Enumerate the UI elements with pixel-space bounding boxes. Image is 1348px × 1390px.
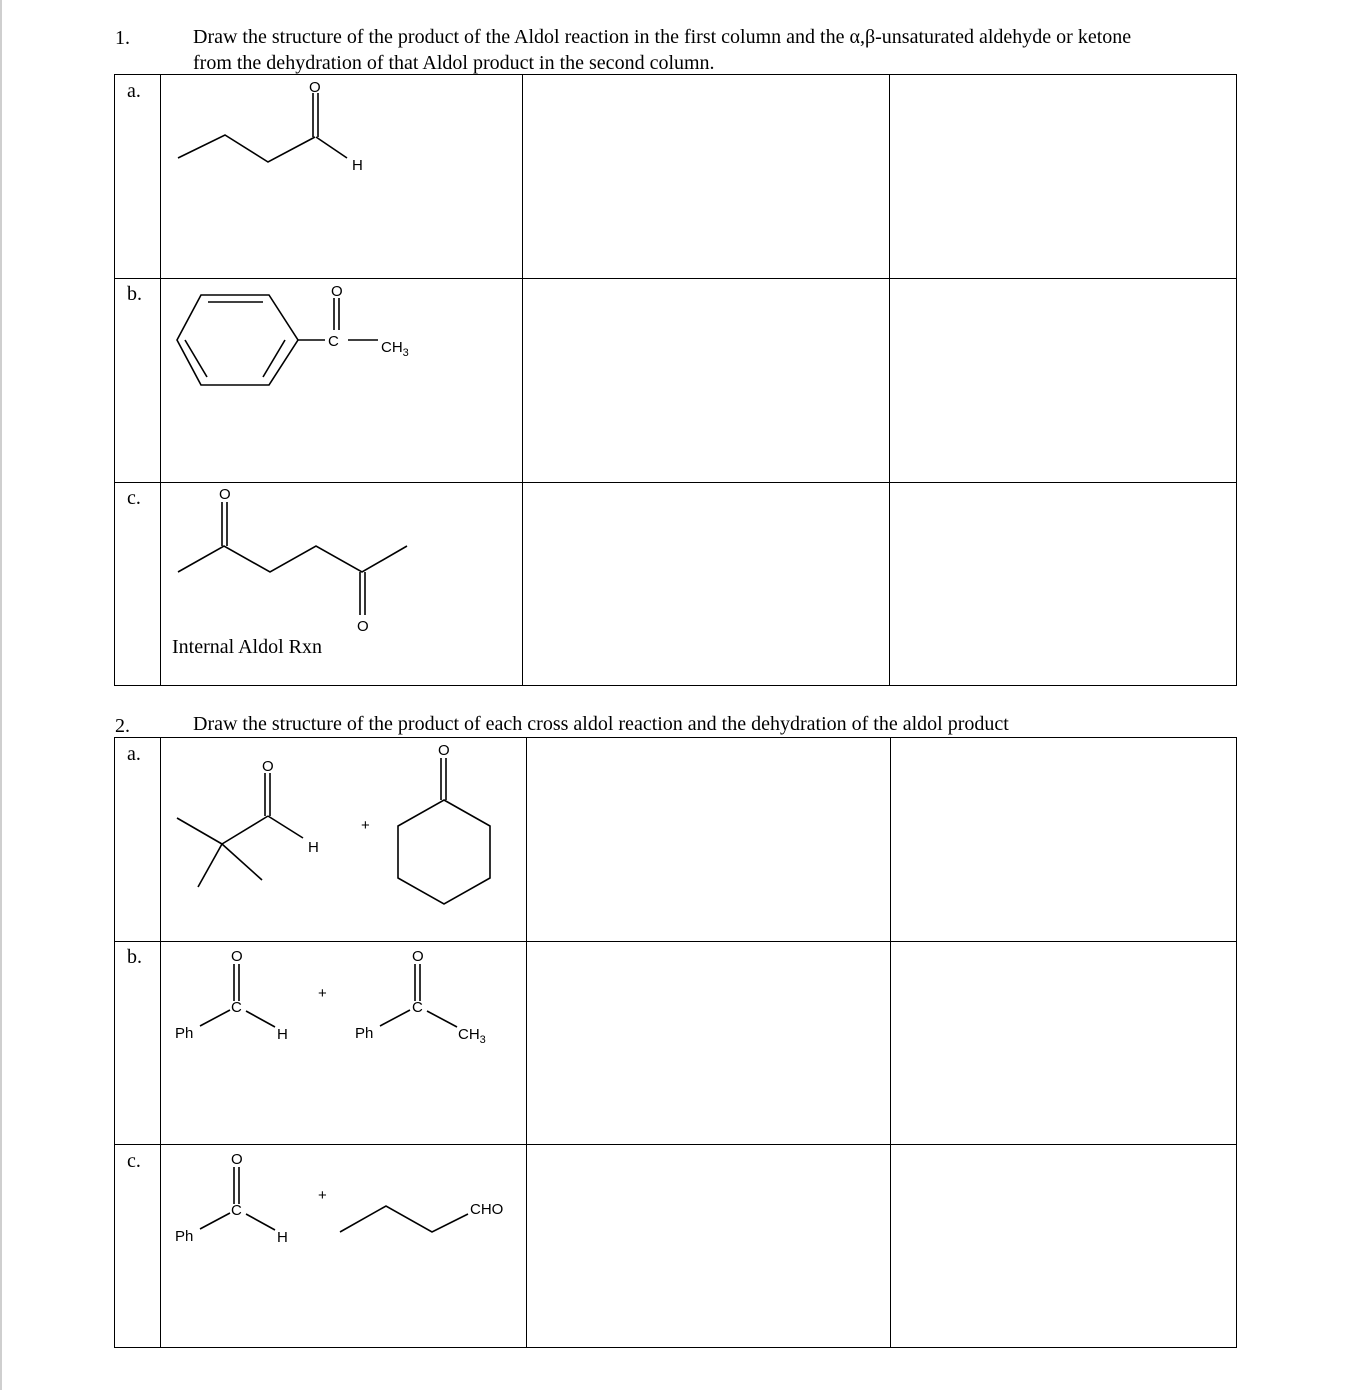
q2b-phenyl-1: Ph: [175, 1025, 194, 1042]
q2-row-c-label: c.: [127, 1150, 141, 1172]
q1c-note: Internal Aldol Rxn: [172, 636, 322, 658]
q1c-top-oxygen-atom: O: [219, 486, 231, 503]
q2c-carbon-atom: C: [231, 1202, 242, 1219]
q2c-phenyl: Ph: [175, 1228, 194, 1245]
q2c-aldehyde-group: CHO: [470, 1201, 504, 1218]
q2c-butanal-chain: [340, 1206, 468, 1232]
q2b-carbon-atom-1: C: [231, 999, 242, 1016]
q1a-oxygen-atom: O: [309, 79, 321, 96]
question-2-instruction: Draw the structure of the product of each cross aldol reaction and the dehydration of the aldol product: [193, 713, 1009, 735]
q1c-bottom-oxygen-atom: O: [357, 618, 369, 635]
q2a-plus-sign: +: [361, 817, 370, 834]
question-2-number: 2.: [115, 715, 130, 737]
q1-row-b-label: b.: [127, 283, 142, 305]
q1a-hydrogen-atom: H: [352, 157, 363, 174]
q2b-carbon-atom-2: C: [412, 999, 423, 1016]
q2-row-a-label: a.: [127, 743, 141, 765]
q2a-ring-oxygen-atom: O: [438, 742, 450, 759]
q2b-oxygen-atom-2: O: [412, 948, 424, 965]
q1-row-c-label: c.: [127, 487, 141, 509]
question-1-instruction-line2: from the dehydration of that Aldol product in the second column.: [193, 52, 715, 74]
q2a-hydrogen-atom: H: [308, 839, 319, 856]
question-1-number: 1.: [115, 27, 130, 49]
q2b-hydrogen-atom: H: [277, 1026, 288, 1043]
q1b-methyl-group: $CH_3$: [381, 339, 409, 359]
q1b-oxygen-atom: O: [331, 283, 343, 300]
q2c-h-bond: [246, 1214, 275, 1230]
q2b-plus-sign: +: [318, 985, 327, 1002]
question-1-instruction-line1: Draw the structure of the product of the Aldol reaction in the first column and the α,β-unsaturated aldehyde or ketone: [193, 26, 1132, 48]
q2c-hydrogen-atom: H: [277, 1229, 288, 1246]
q2-row-b-label: b.: [127, 946, 142, 968]
q2b-oxygen-atom-1: O: [231, 948, 243, 965]
q2b-methyl-group: $CH_3$: [458, 1026, 486, 1046]
q2a-oxygen-atom: O: [262, 758, 274, 775]
q2c-plus-sign: +: [318, 1187, 327, 1204]
q2b-phenyl-2: Ph: [355, 1025, 374, 1042]
q2c-ph-bond: [200, 1213, 230, 1229]
q2c-oxygen-atom: O: [231, 1151, 243, 1168]
q1b-carbon-atom: C: [328, 333, 339, 350]
q1-row-a-label: a.: [127, 80, 141, 102]
